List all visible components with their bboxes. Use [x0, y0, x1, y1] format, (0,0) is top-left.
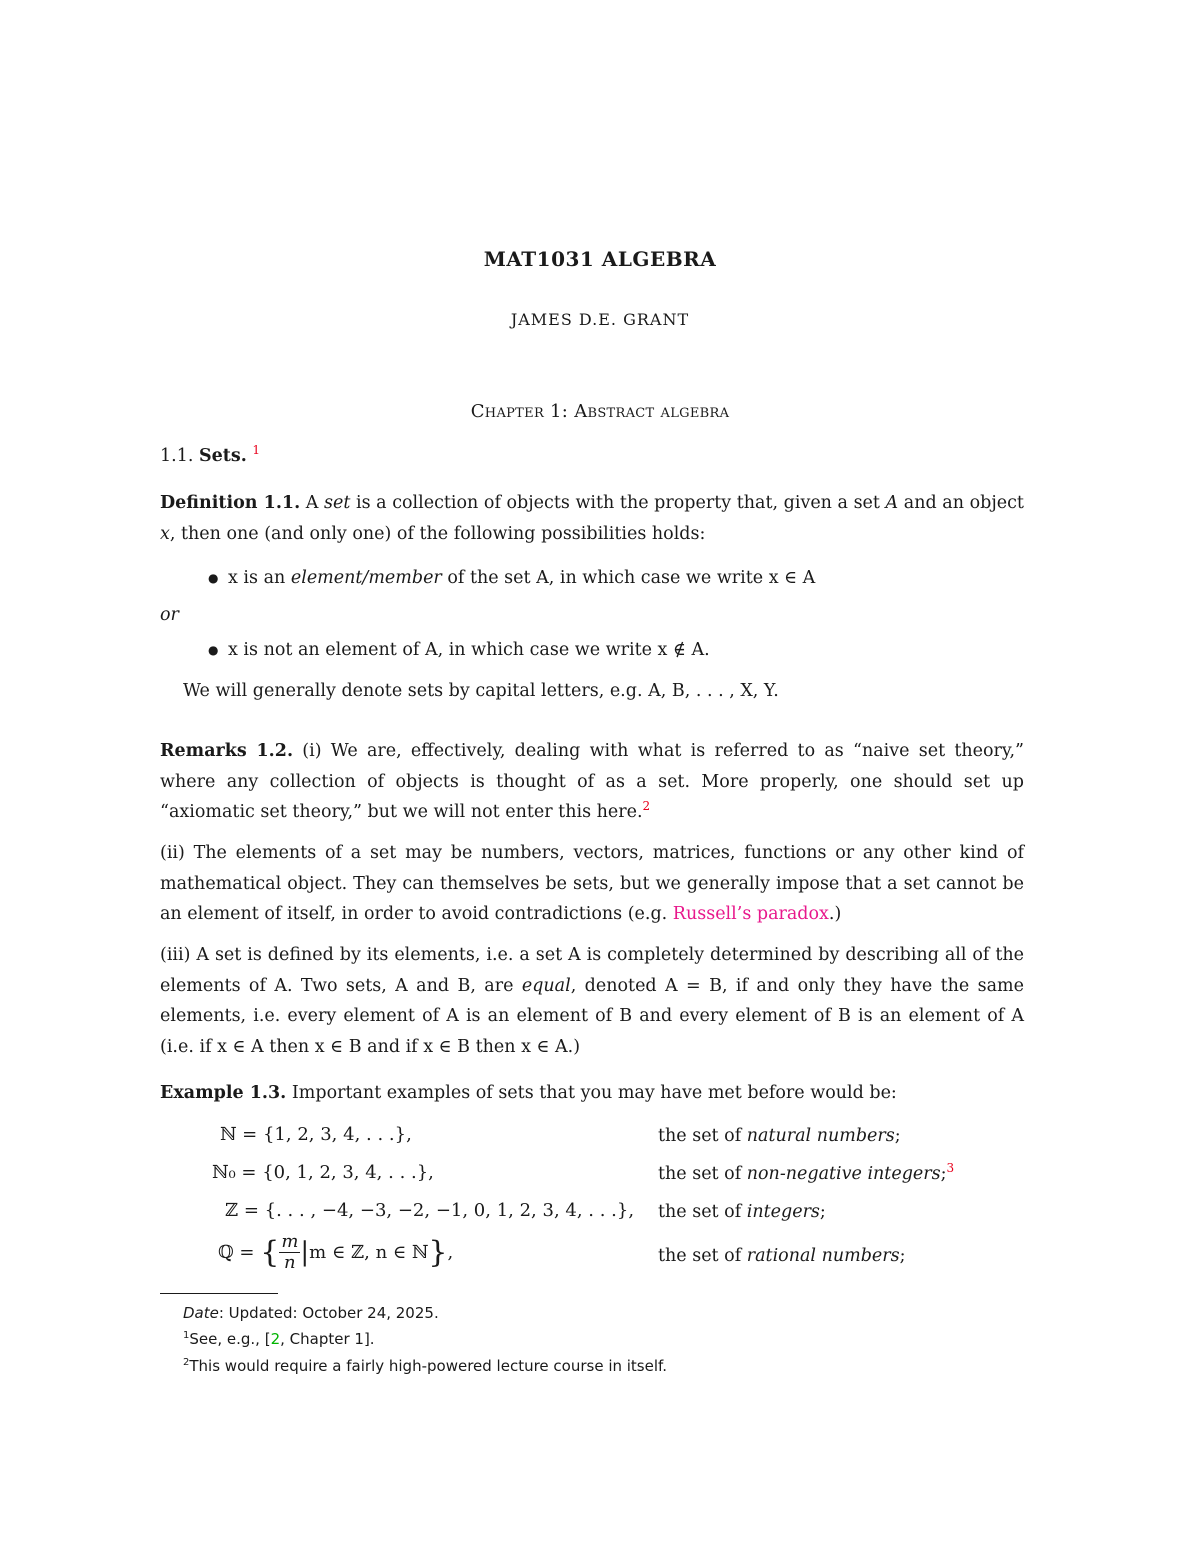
fraction-numerator: m: [281, 1231, 299, 1252]
remark-text: (i) We are, effectively, dealing with what is referred to as “naive set theory,” where any collection of objects is thought of as a set. More properly, one should set up “axiomatic set theory,” but we will not enter this here.: [160, 741, 1024, 822]
footnote-text: This would require a fairly high-powered lecture course in itself.: [189, 1357, 667, 1375]
footnote-link-1[interactable]: 1: [252, 443, 261, 458]
desc-term: non-negative integers: [746, 1164, 941, 1184]
footnote-link-2[interactable]: 2: [642, 799, 651, 814]
russell-paradox-link[interactable]: Russell’s paradox: [672, 904, 829, 924]
bullet-item-2: x is not an element of A, in which case we write x ∉ A.: [228, 640, 710, 660]
remark-text: , denoted A = B, if and only they have the same elements, i.e. every element of A is an element of B and every element of B is an element of A (i.e. if x ∈ A then x ∈ B and if x ∈ B then x ∈ A.): [160, 975, 1024, 1057]
desc-text: the set of: [658, 1164, 742, 1184]
footnote-2: [183, 1357, 667, 1375]
footnote-date: [183, 1304, 439, 1322]
math-var: x: [160, 523, 170, 544]
author-name: JAMES D.E. GRANT: [510, 310, 690, 329]
or-label: or: [160, 605, 179, 625]
document-title: MAT1031 ALGEBRA: [483, 247, 717, 271]
remarks-label: Remarks 1.2.: [160, 741, 294, 761]
section-heading: [160, 441, 260, 472]
definition-note: We will generally denote sets by capital letters, e.g. A, B, . . . , X, Y.: [183, 681, 779, 701]
remark-text: .): [828, 904, 842, 924]
date-text: : Updated: October 24, 2025.: [218, 1304, 439, 1322]
desc-text: the set of: [658, 1202, 742, 1222]
remark-term: equal: [521, 975, 571, 996]
example-text: Important examples of sets that you may have met before would be:: [291, 1083, 897, 1103]
desc-text: ;: [894, 1126, 901, 1146]
equation-description: [658, 1241, 906, 1272]
footnote-divider: [160, 1293, 278, 1294]
remark-iii: [160, 940, 1024, 1062]
bullet-icon: ●: [208, 571, 219, 585]
equation-description: [658, 1121, 901, 1152]
definition-text: is a collection of objects with the property that, given a set: [356, 493, 880, 513]
equation-row-rationals: [218, 1232, 453, 1273]
example-label: Example 1.3.: [160, 1083, 287, 1103]
footnote-link-3[interactable]: 3: [946, 1161, 955, 1176]
definition-text: and an object: [903, 493, 1024, 513]
bar-separator: |: [300, 1237, 310, 1268]
footnote-text: See, e.g., [: [189, 1330, 271, 1348]
bullet-term: element/member: [290, 568, 442, 588]
chapter-heading: Chapter 1: Abstract algebra: [470, 401, 730, 422]
bullet-text: of the set A, in which case we write x ∈ A: [447, 568, 816, 588]
remark-text: (iii) A set is defined by its elements, i.e. a set A is completely determined by describing all of the elements of A. Two sets, A and B, are: [160, 945, 1024, 996]
citation-link[interactable]: 2: [270, 1330, 281, 1348]
bullet-text: x is an: [228, 568, 286, 588]
desc-text: ;: [899, 1246, 906, 1266]
definition-label: Definition 1.1.: [160, 493, 301, 513]
remark-text: (ii) The elements of a set may be numbers, vectors, matrices, functions or any other kind of mathematical object. They can themselves be sets, but we generally impose that a set cannot be an element of itself, in order to avoid contradictions (e.g.: [160, 843, 1024, 924]
definition-text: , then one (and only one) of the following possibilities holds:: [169, 523, 706, 544]
remark-i: [160, 736, 1024, 828]
desc-text: the set of: [658, 1246, 742, 1266]
brace-close: }: [428, 1235, 448, 1270]
bullet-item-1: [228, 563, 815, 594]
equation-description: [658, 1159, 954, 1190]
section-title: Sets.: [198, 446, 247, 466]
definition-term: set: [324, 493, 351, 513]
fraction-denominator: n: [284, 1252, 296, 1273]
definition-text: A: [305, 493, 319, 513]
section-number: 1.1.: [160, 446, 194, 466]
footnote-1: [183, 1330, 375, 1348]
equation-description: [658, 1197, 826, 1228]
footnote-text: , Chapter 1].: [280, 1330, 375, 1348]
desc-text: the set of: [658, 1126, 742, 1146]
desc-text: ;: [819, 1202, 826, 1222]
footnote-mark: 1: [183, 1330, 190, 1341]
desc-term: integers: [746, 1202, 820, 1222]
desc-term: natural numbers: [746, 1126, 895, 1146]
equation-row: ℕ₀ = {0, 1, 2, 3, 4, . . .},: [212, 1162, 434, 1183]
set-condition: m ∈ ℤ, n ∈ ℕ: [309, 1242, 429, 1263]
fraction: [279, 1232, 300, 1273]
remark-ii: [160, 838, 1024, 930]
brace-open: {: [260, 1235, 280, 1270]
equation-row: ℤ = {. . . , −4, −3, −2, −1, 0, 1, 2, 3, 4, . . .},: [225, 1200, 635, 1221]
bullet-icon: ●: [208, 643, 219, 657]
desc-text: ;: [940, 1164, 947, 1184]
desc-term: rational numbers: [746, 1246, 900, 1266]
date-label: Date: [183, 1304, 219, 1322]
footnote-mark: 2: [183, 1357, 190, 1368]
eq-suffix: ,: [447, 1242, 454, 1263]
eq-lhs: ℚ =: [218, 1242, 255, 1263]
math-var: A: [885, 493, 899, 513]
definition-paragraph: [160, 488, 1024, 549]
example-heading: [160, 1078, 897, 1109]
equation-row: ℕ = {1, 2, 3, 4, . . .},: [220, 1124, 412, 1145]
